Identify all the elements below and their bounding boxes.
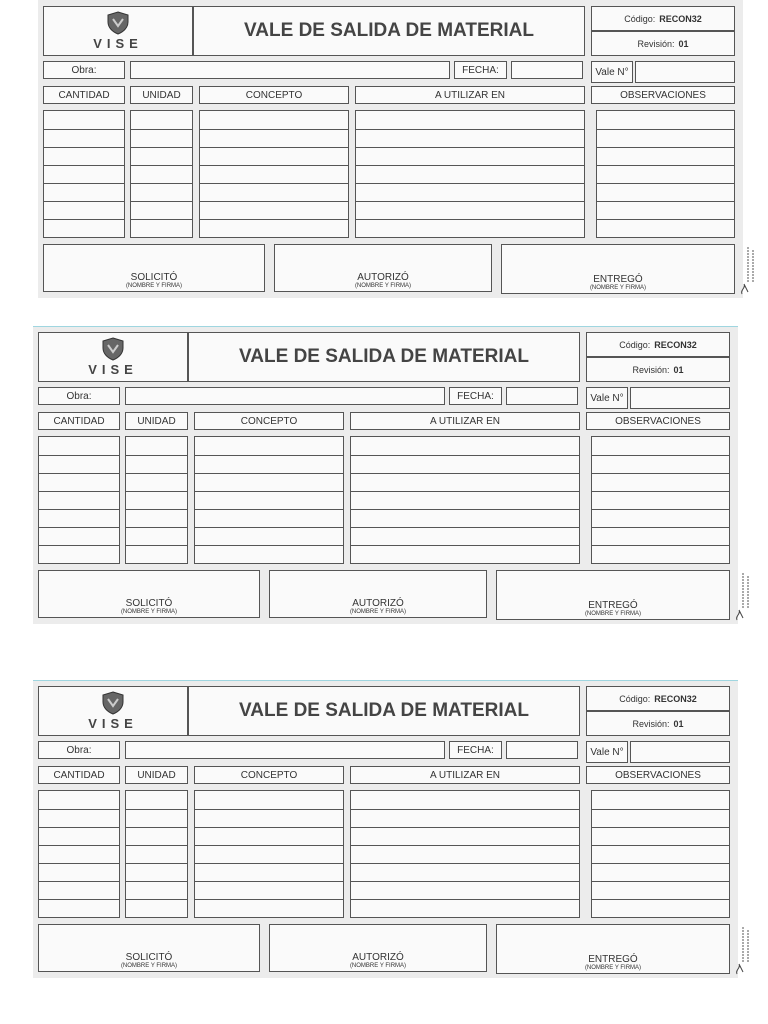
revision-label: Revisión:	[632, 364, 670, 375]
logo	[43, 6, 193, 56]
concepto-column-cells[interactable]	[194, 436, 344, 564]
column-header-observaciones: OBSERVACIONES	[586, 766, 730, 784]
voucher-form-2	[33, 326, 738, 624]
unidad-column-cells[interactable]	[130, 110, 193, 238]
codigo-value: RECON32	[654, 693, 697, 704]
fecha-label: FECHA:	[454, 61, 507, 79]
column-header-cantidad: CANTIDAD	[38, 412, 120, 430]
column-header-unidad: UNIDAD	[125, 412, 188, 430]
observaciones-column-cells[interactable]	[591, 436, 730, 564]
revision-box	[591, 31, 735, 56]
codigo-box	[586, 686, 730, 711]
fecha-field[interactable]	[511, 61, 583, 79]
logo-text: VISE	[93, 36, 143, 51]
unidad-column-cells[interactable]	[125, 436, 188, 564]
signature-label: SOLICITÓ	[130, 272, 178, 283]
cantidad-column-cells[interactable]	[38, 790, 120, 918]
vale-number-label: Vale N°	[586, 387, 628, 409]
column-header-a-utilizar-en: A UTILIZAR EN	[350, 412, 580, 430]
codigo-value: RECON32	[659, 13, 702, 24]
signature-autorizo[interactable]	[269, 570, 487, 618]
signature-label: SOLICITÓ	[125, 952, 173, 963]
vale-number-field[interactable]	[630, 741, 730, 763]
signature-solicito[interactable]	[38, 924, 260, 972]
revision-value: 01	[673, 364, 684, 375]
printer-mark-icon	[733, 920, 753, 976]
vale-number-field[interactable]	[635, 61, 735, 83]
codigo-box	[591, 6, 735, 31]
signature-label: AUTORIZÓ	[352, 598, 404, 609]
column-header-unidad: UNIDAD	[130, 86, 193, 104]
logo-text: VISE	[88, 716, 138, 731]
column-header-cantidad: CANTIDAD	[38, 766, 120, 784]
signature-autorizo[interactable]	[274, 244, 492, 292]
signature-autorizo[interactable]	[269, 924, 487, 972]
codigo-value: RECON32	[654, 339, 697, 350]
form-title: VALE DE SALIDA DE MATERIAL	[193, 6, 585, 56]
form-title: VALE DE SALIDA DE MATERIAL	[188, 686, 580, 736]
column-header-cantidad: CANTIDAD	[43, 86, 125, 104]
column-header-a-utilizar-en: A UTILIZAR EN	[355, 86, 585, 104]
signature-entrego[interactable]	[501, 244, 735, 294]
vale-number-label: Vale N°	[591, 61, 633, 83]
signature-sublabel: (NOMBRE Y FIRMA)	[120, 963, 178, 969]
signature-entrego[interactable]	[496, 924, 730, 974]
column-header-unidad: UNIDAD	[125, 766, 188, 784]
obra-field[interactable]	[130, 61, 450, 79]
obra-field[interactable]	[125, 387, 445, 405]
revision-value: 01	[673, 718, 684, 729]
shield-icon	[102, 691, 124, 715]
signature-sublabel: (NOMBRE Y FIRMA)	[584, 965, 642, 971]
obra-label: Obra:	[43, 61, 125, 79]
printer-mark-icon	[733, 566, 753, 622]
codigo-box	[586, 332, 730, 357]
column-header-observaciones: OBSERVACIONES	[586, 412, 730, 430]
concepto-column-cells[interactable]	[199, 110, 349, 238]
signature-sublabel: (NOMBRE Y FIRMA)	[349, 963, 407, 969]
codigo-label: Código:	[619, 693, 651, 704]
obra-field[interactable]	[125, 741, 445, 759]
vale-number-field[interactable]	[630, 387, 730, 409]
form-title: VALE DE SALIDA DE MATERIAL	[188, 332, 580, 382]
signature-sublabel: (NOMBRE Y FIRMA)	[349, 609, 407, 615]
vale-number-label: Vale N°	[586, 741, 628, 763]
voucher-form-1	[38, 0, 743, 298]
revision-box	[586, 711, 730, 736]
logo	[38, 332, 188, 382]
column-header-concepto: CONCEPTO	[199, 86, 349, 104]
revision-box	[586, 357, 730, 382]
revision-label: Revisión:	[637, 38, 675, 49]
concepto-column-cells[interactable]	[194, 790, 344, 918]
voucher-form-3	[33, 680, 738, 978]
fecha-label: FECHA:	[449, 741, 502, 759]
column-header-concepto: CONCEPTO	[194, 766, 344, 784]
signature-sublabel: (NOMBRE Y FIRMA)	[354, 283, 412, 289]
shield-icon	[102, 337, 124, 361]
signature-solicito[interactable]	[43, 244, 265, 292]
signature-solicito[interactable]	[38, 570, 260, 618]
column-header-concepto: CONCEPTO	[194, 412, 344, 430]
signature-label: ENTREGÓ	[593, 274, 643, 285]
revision-label: Revisión:	[632, 718, 670, 729]
signature-label: ENTREGÓ	[588, 954, 638, 965]
shield-icon	[107, 11, 129, 35]
fecha-field[interactable]	[506, 387, 578, 405]
obra-label: Obra:	[38, 741, 120, 759]
cantidad-column-cells[interactable]	[38, 436, 120, 564]
revision-value: 01	[678, 38, 689, 49]
cantidad-column-cells[interactable]	[43, 110, 125, 238]
logo-text: VISE	[88, 362, 138, 377]
column-header-a-utilizar-en: A UTILIZAR EN	[350, 766, 580, 784]
signature-label: AUTORIZÓ	[352, 952, 404, 963]
unidad-column-cells[interactable]	[125, 790, 188, 918]
a-utilizar-column-cells[interactable]	[350, 790, 580, 918]
printer-mark-icon	[738, 240, 758, 296]
signature-sublabel: (NOMBRE Y FIRMA)	[584, 611, 642, 617]
signature-label: ENTREGÓ	[588, 600, 638, 611]
signature-sublabel: (NOMBRE Y FIRMA)	[589, 285, 647, 291]
signature-sublabel: (NOMBRE Y FIRMA)	[125, 283, 183, 289]
codigo-label: Código:	[619, 339, 651, 350]
fecha-field[interactable]	[506, 741, 578, 759]
a-utilizar-column-cells[interactable]	[355, 110, 585, 238]
observaciones-column-cells[interactable]	[596, 110, 735, 238]
observaciones-column-cells[interactable]	[591, 790, 730, 918]
a-utilizar-column-cells[interactable]	[350, 436, 580, 564]
codigo-label: Código:	[624, 13, 656, 24]
signature-label: SOLICITÓ	[125, 598, 173, 609]
logo	[38, 686, 188, 736]
signature-entrego[interactable]	[496, 570, 730, 620]
signature-sublabel: (NOMBRE Y FIRMA)	[120, 609, 178, 615]
signature-label: AUTORIZÓ	[357, 272, 409, 283]
fecha-label: FECHA:	[449, 387, 502, 405]
column-header-observaciones: OBSERVACIONES	[591, 86, 735, 104]
obra-label: Obra:	[38, 387, 120, 405]
